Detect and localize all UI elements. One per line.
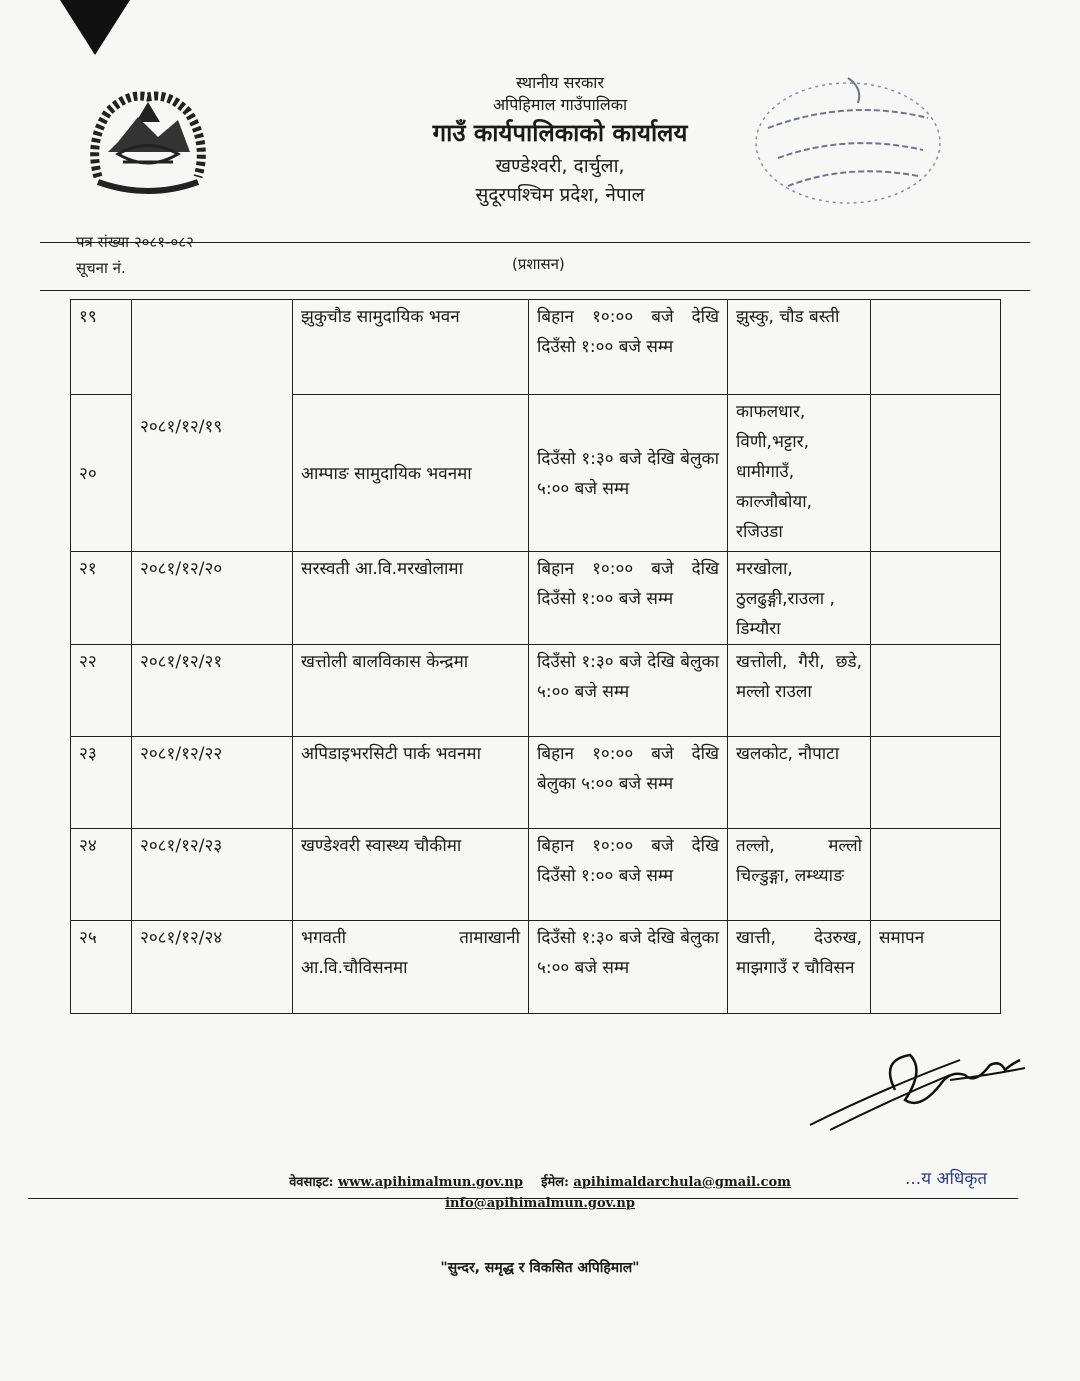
venue-cell: आम्पाङ सामुदायिक भवनमा bbox=[293, 395, 529, 552]
table-row bbox=[71, 552, 1001, 645]
footer-email-line bbox=[0, 1196, 1080, 1211]
header-office-title: गाउँ कार्यपालिकाको कार्यालय bbox=[432, 119, 688, 147]
table-row bbox=[71, 300, 1001, 395]
sn-cell: २३ bbox=[71, 737, 132, 829]
area-cell: तल्लो, मल्लो चिल्डुङ्गा, लम्थ्याङ bbox=[728, 829, 871, 921]
signatory-title: ...य अधिकृत bbox=[905, 1169, 988, 1189]
date-cell: २०८१/१२/१९ bbox=[132, 300, 293, 552]
notice-number: सूचना नं. bbox=[76, 259, 126, 277]
time-cell: दिउँसो १:३० बजे देखि बेलुका ५:०० बजे सम्म bbox=[529, 645, 728, 737]
department-label: (प्रशासन) bbox=[512, 255, 565, 273]
header-divider-bottom bbox=[40, 290, 1030, 291]
website-link[interactable]: www.apihimalmun.gov.np bbox=[337, 1175, 523, 1190]
date-cell: २०८१/१२/२२ bbox=[132, 737, 293, 829]
remark-cell bbox=[871, 395, 1001, 552]
office-stamp-icon bbox=[748, 58, 948, 208]
time-cell: दिउँसो १:३० बजे देखि बेलुका ५:०० बजे सम्म bbox=[529, 921, 728, 1014]
venue-cell: भगवती तामाखानी आ.वि.चौविसनमा bbox=[293, 921, 529, 1014]
time-cell: बिहान १०:०० बजे देखि दिउँसो १:०० बजे सम्म bbox=[529, 552, 728, 645]
remark-cell bbox=[871, 645, 1001, 737]
remark-cell bbox=[871, 552, 1001, 645]
sn-cell: २१ bbox=[71, 552, 132, 645]
header-address-2: सुदूरपश्चिम प्रदेश, नेपाल bbox=[475, 184, 645, 206]
remark-cell: समापन bbox=[871, 921, 1001, 1014]
table-row bbox=[71, 921, 1001, 1014]
table-row bbox=[71, 829, 1001, 921]
time-cell: बिहान १०:०० बजे देखि दिउँसो १:०० बजे सम्म bbox=[529, 300, 728, 395]
date-cell: २०८१/१२/२३ bbox=[132, 829, 293, 921]
venue-cell: खत्तोली बालविकास केन्द्रमा bbox=[293, 645, 529, 737]
time-cell: बिहान १०:०० बजे देखि बेलुका ५:०० बजे सम्म bbox=[529, 737, 728, 829]
table-row bbox=[71, 645, 1001, 737]
area-cell: खत्तोली, गैरी, छडे, मल्लो राउला bbox=[728, 645, 871, 737]
area-cell: मरखोला, ठुलढुङ्गी,राउला , डिम्यौरा bbox=[728, 552, 871, 645]
venue-cell: खण्डेश्वरी स्वास्थ्य चौकीमा bbox=[293, 829, 529, 921]
area-cell: खात्ती, देउरुख, माझगाउँ र चौविसन bbox=[728, 921, 871, 1014]
remark-cell bbox=[871, 300, 1001, 395]
corner-punch-mark bbox=[60, 0, 130, 55]
signature-icon bbox=[800, 1030, 1040, 1140]
nepal-emblem-icon bbox=[78, 82, 218, 202]
website-label: वेवसाइट: bbox=[289, 1175, 334, 1190]
sn-cell: २० bbox=[71, 395, 132, 552]
date-cell: २०८१/१२/२० bbox=[132, 552, 293, 645]
area-cell: झुस्कु, चौड बस्ती bbox=[728, 300, 871, 395]
table-row bbox=[71, 737, 1001, 829]
time-cell: दिउँसो १:३० बजे देखि बेलुका ५:०० बजे सम्म bbox=[529, 395, 728, 552]
sn-cell: २४ bbox=[71, 829, 132, 921]
date-cell: २०८१/१२/२१ bbox=[132, 645, 293, 737]
remark-cell bbox=[871, 737, 1001, 829]
email-link-primary[interactable]: apihimaldarchula@gmail.com bbox=[573, 1175, 791, 1190]
header-local-govt: स्थानीय सरकार bbox=[516, 73, 604, 92]
schedule-table bbox=[70, 299, 1001, 1014]
email-link-secondary[interactable]: info@apihimalmun.gov.np bbox=[445, 1196, 635, 1211]
header-municipality: अपिहिमाल गाउँपालिका bbox=[492, 95, 628, 114]
office-header bbox=[300, 72, 820, 210]
remark-cell bbox=[871, 829, 1001, 921]
email-label: ईमेल: bbox=[541, 1175, 569, 1190]
venue-cell: झुकुचौड सामुदायिक भवन bbox=[293, 300, 529, 395]
reference-number: पत्र संख्या २०८१-०८२ bbox=[76, 233, 194, 251]
sn-cell: १९ bbox=[71, 300, 132, 395]
venue-cell: सरस्वती आ.वि.मरखोलामा bbox=[293, 552, 529, 645]
area-cell: खलकोट, नौपाटा bbox=[728, 737, 871, 829]
venue-cell: अपिडाइभरसिटी पार्क भवनमा bbox=[293, 737, 529, 829]
area-cell: काफलधार, विणी,भट्टार, धामीगाउँ, काल्जौबोया, रजिउडा bbox=[728, 395, 871, 552]
header-address-1: खण्डेश्वरी, दार्चुला, bbox=[495, 155, 625, 177]
sn-cell: २२ bbox=[71, 645, 132, 737]
date-cell: २०८१/१२/२४ bbox=[132, 921, 293, 1014]
sn-cell: २५ bbox=[71, 921, 132, 1014]
time-cell: बिहान १०:०० बजे देखि दिउँसो १:०० बजे सम्म bbox=[529, 829, 728, 921]
footer-contact-line bbox=[0, 1172, 1080, 1190]
municipality-motto: "सुन्दर, समृद्ध र विकसित अपिहिमाल" bbox=[440, 1260, 640, 1276]
